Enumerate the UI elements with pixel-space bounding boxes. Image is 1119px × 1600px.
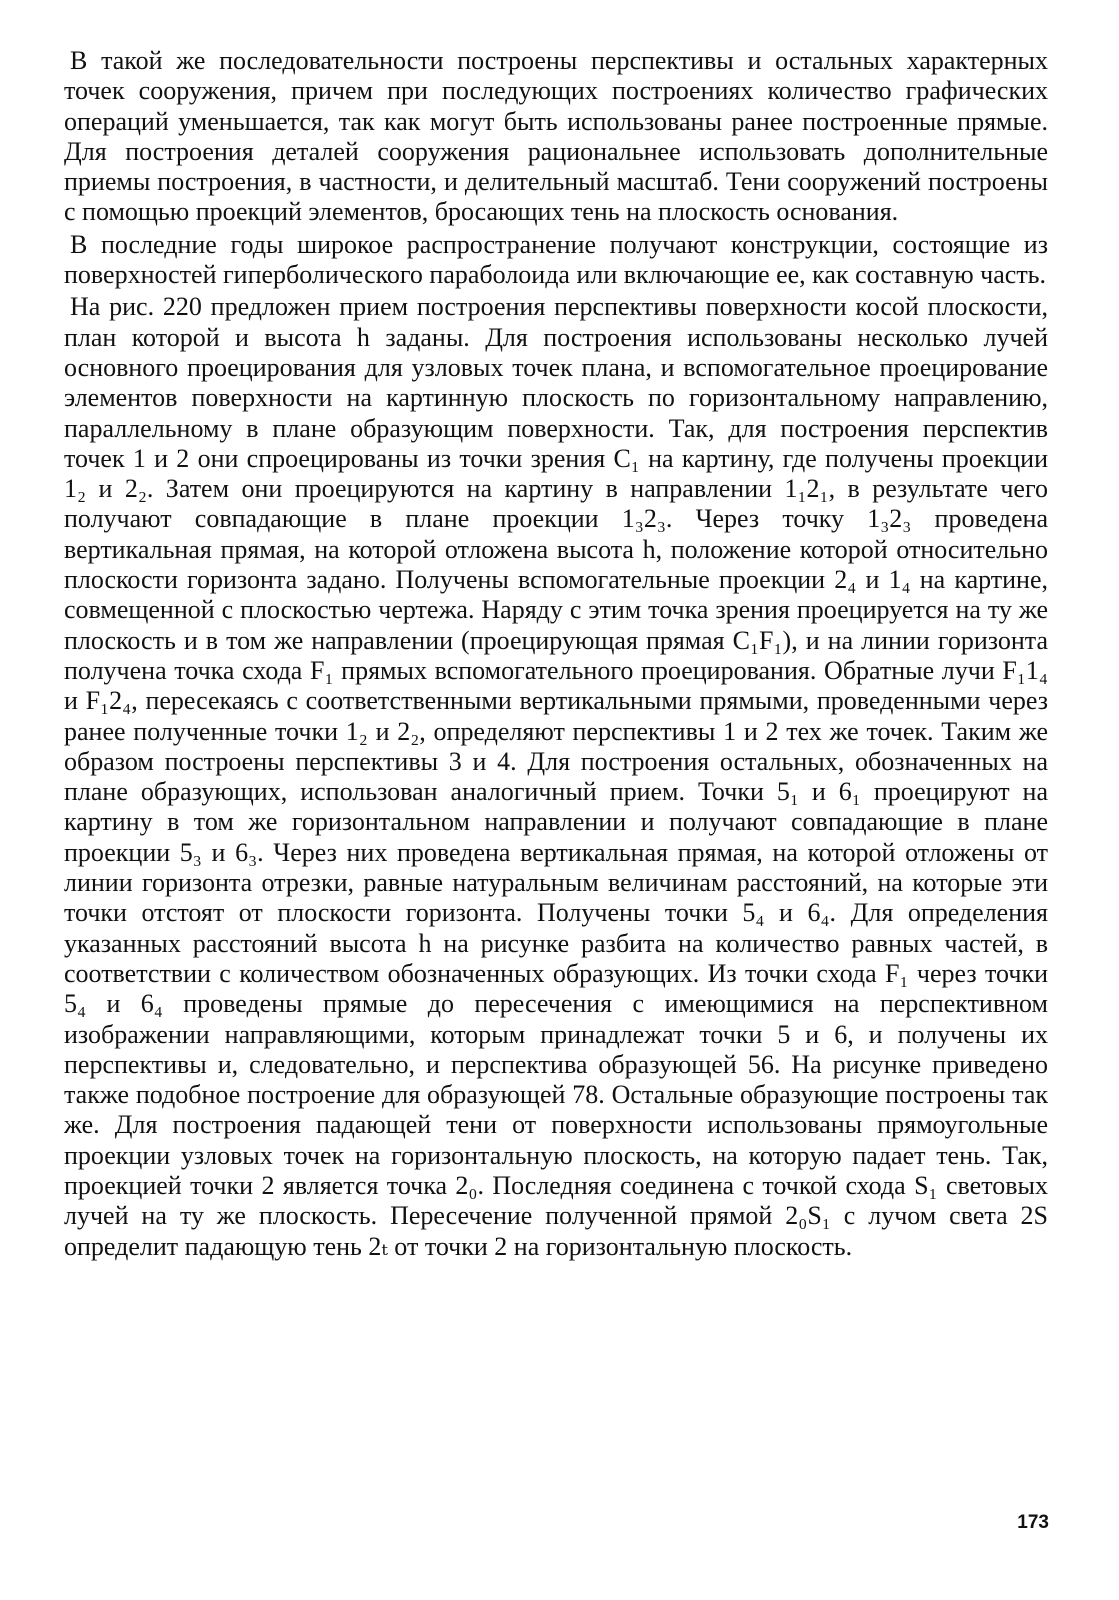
page-body <box>64 46 1048 1262</box>
page-number: 173 <box>1017 1512 1049 1533</box>
paragraph-2: В последние годы широкое распространение получают конструкции, состоящие из поверхностей гиперболического параболоида или включающие ее, как составную часть. <box>64 229 1048 290</box>
paragraph-3: На рис. 220 предложен прием построения перспективы поверхности косой плоскости, план которой и высота h заданы. Для построения использованы несколько лучей основного проецирования для узловых точек плана, и вспомогательное проецирование элементов поверхности на картинную плоскость по горизонтальному направлению, параллельному в плане образующим поверхности. Так, для построения перспектив точек 1 и 2 они спроецированы из точки зрения C₁ на картину, где получены проекции 1₂ и 2₂. Затем они проецируются на картину в направлении 1₁2₁, в результате чего получают совпадающие в плане проекции 1₃2₃. Через точку 1₃2₃ проведена вертикальная прямая, на которой отложена высота h, положение которой относительно плоскости горизонта задано. Получены вспомогательные проекции 2₄ и 1₄ на картине, совмещенной с плоскостью чертежа. Наряду с этим точка зрения проецируется на ту же плоскость и в том же направлении (проецирующая прямая C₁F₁), и на линии горизонта получена точка схода F₁ прямых вспомогательного проецирования. Обратные лучи F₁1₄ и F₁2₄, пересекаясь с соответственными вертикальными прямыми, проведенными через ранее полученные точки 1₂ и 2₂, определяют перспективы 1 и 2 тех же точек. Таким же образом построены перспективы 3 и 4. Для построения остальных, обозначенных на плане образующих, использован аналогичный прием. Точки 5₁ и 6₁ проецируют на картину в том же горизонтальном направлении и получают совпадающие в плане проекции 5₃ и 6₃. Через них проведена вертикальная прямая, на которой отложены от линии горизонта отрезки, равные натуральным величинам расстояний, на которые эти точки отстоят от плоскости горизонта. Получены точки 5₄ и 6₄. Для определения указанных расстояний высота h на рисунке разбита на количество равных частей, в соответствии с количеством обозначенных образующих. Из точки схода F₁ через точки 5₄ и 6₄ проведены прямые до пересечения с имеющимися на перспективном изображении направляющими, которым принадлежат точки 5 и 6, и получены их перспективы и, следовательно, и перспектива образующей 56. На рисунке приведено также подобное построение для образующей 78. Остальные образующие построены так же. Для построения падающей тени от поверхности использованы прямоугольные проекции узловых точек на горизонтальную плоскость, на которую падает тень. Так, проекцией точки 2 является точка 2₀. Последняя соединена с точкой схода S₁ световых лучей на ту же плоскость. Пересечение полученной прямой 2₀S₁ с лучом света 2S определит падающую тень 2ₜ от точки 2 на горизонтальную плоскость. <box>64 292 1048 1261</box>
paragraph-1: В такой же последовательности построены перспективы и остальных характерных точек сооружения, причем при последующих построениях количество графических операций уменьшается, так как могут быть использованы ранее построенные прямые. Для построения деталей сооружения рациональнее использовать дополнительные приемы построения, в частности, и делительный масштаб. Тени сооружений построены с помощью проекций элементов, бросающих тень на плоскость основания. <box>64 46 1048 227</box>
